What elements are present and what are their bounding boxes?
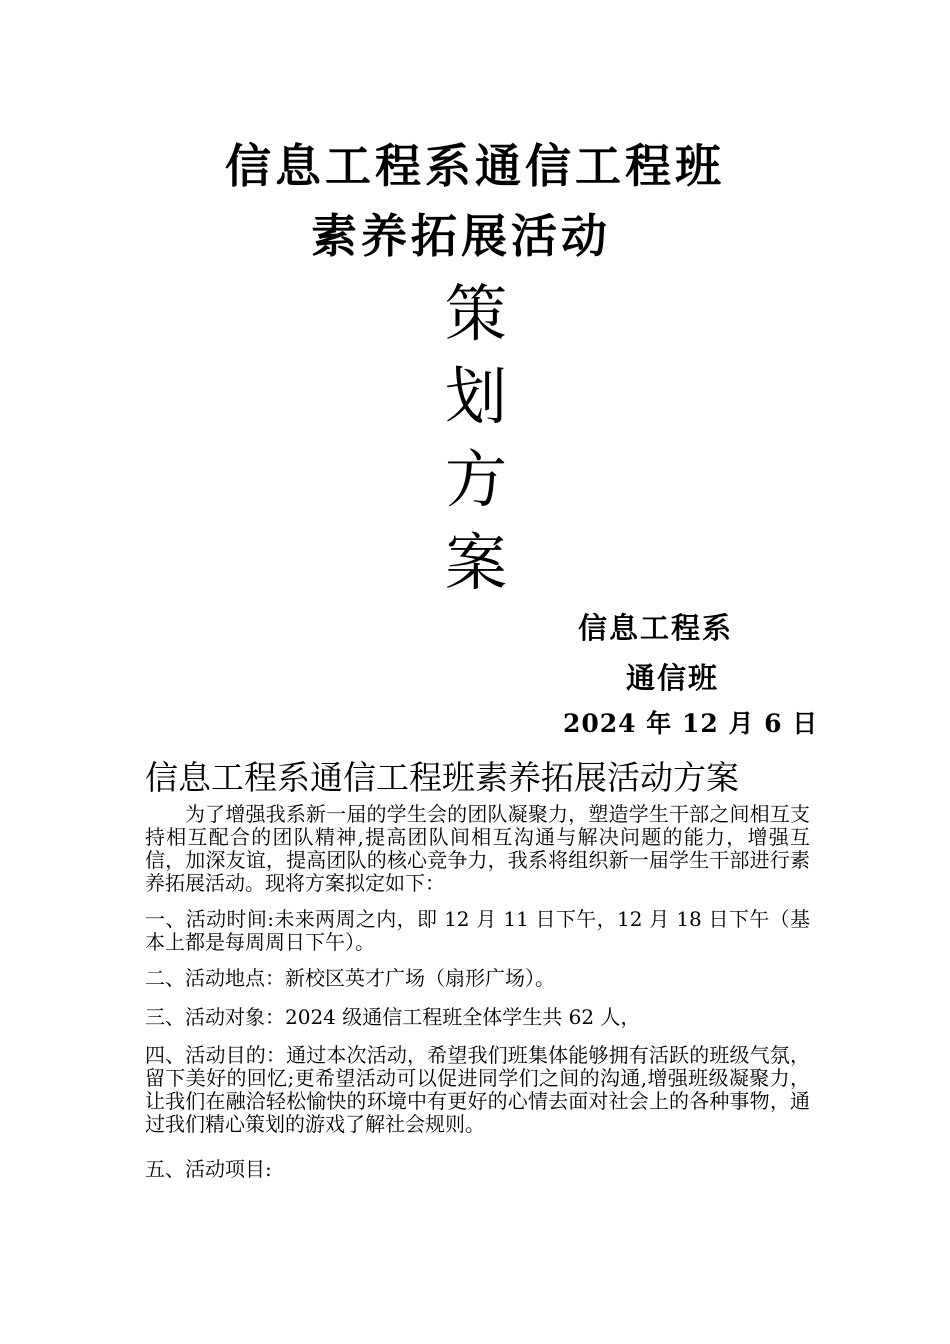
vertical-char: 案 bbox=[444, 526, 507, 599]
document-heading: 信息工程系通信工程班素养拓展活动方案 bbox=[145, 758, 739, 797]
section-location: 二、活动地点：新校区英才广场（扇形广场）。 bbox=[145, 966, 555, 990]
section-purpose: 四、活动目的：通过本次活动，希望我们班集体能够拥有活跃的班级气氛，留下美好的回忆;更希望活动可以促进同学们之间的沟通,增强班级凝聚力，让我们在融洽轻松愉快的环境中有更好的心情去面对社会上的各种事物，通过我们精心策划的游戏了解社会规则。 bbox=[145, 1043, 810, 1136]
cover-title-line-1: 信息工程系通信工程班 bbox=[225, 139, 725, 193]
signature-department: 信息工程系 bbox=[578, 611, 734, 645]
signature-date: 2024 年 12 月 6 日 bbox=[563, 709, 819, 738]
signature-class: 通信班 bbox=[626, 661, 720, 695]
vertical-char: 方 bbox=[444, 443, 507, 516]
intro-paragraph: 为了增强我系新一届的学生会的团队凝聚力，塑造学生干部之间相互支持相互配合的团队精神,提高团队间相互沟通与解决问题的能力，增强互信，加深友谊，提高团队的核心竞争力，我系将组织新一届学生干部进行素养拓展活动。现将方案拟定如下： bbox=[145, 802, 810, 895]
section-items: 五、活动项目: bbox=[145, 1157, 272, 1181]
vertical-char: 划 bbox=[444, 360, 507, 433]
cover-title-line-2: 素养拓展活动 bbox=[311, 209, 611, 263]
cover-vertical-title bbox=[440, 272, 512, 604]
vertical-char: 策 bbox=[444, 277, 507, 350]
section-time: 一、活动时间:未来两周之内，即 12 月 11 日下午，12 月 18 日下午（基本上都是每周周日下午）。 bbox=[145, 907, 810, 954]
section-participants: 三、活动对象：2024 级通信工程班全体学生共 62 人， bbox=[145, 1005, 641, 1029]
